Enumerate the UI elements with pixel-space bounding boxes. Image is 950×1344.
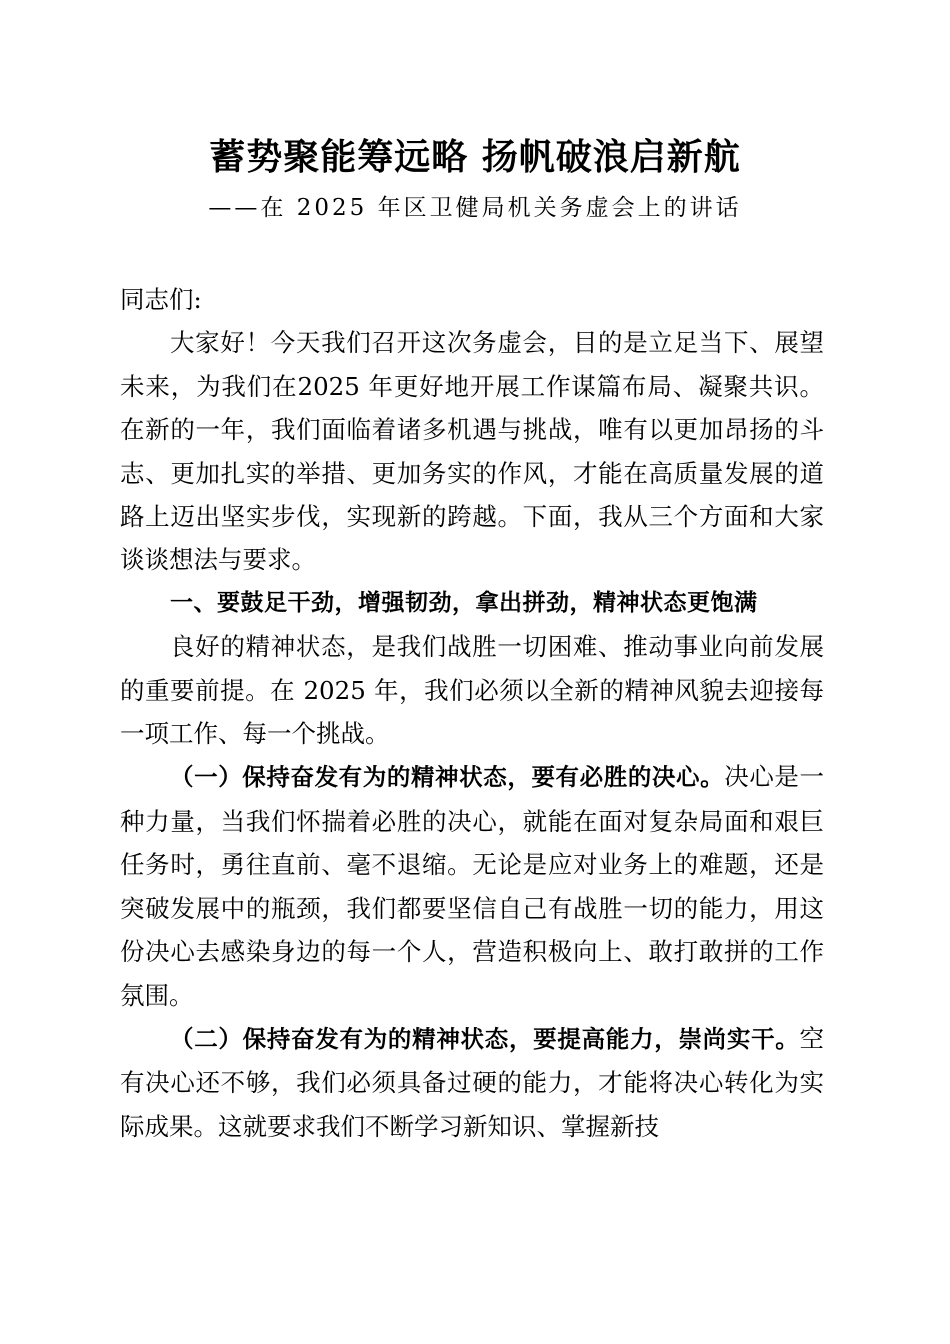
document-body <box>120 278 824 1148</box>
document-subtitle: ——在 2025 年区卫健局机关务虚会上的讲话 <box>208 195 742 221</box>
subsection-1-paragraph <box>120 755 824 1016</box>
section-1-intro: 良好的精神状态，是我们战胜一切困难、推动事业向前发展的重要前提。在 2025 年，我们必须以全新的精神风貌去迎接每一项工作、每一个挑战。 <box>120 632 824 749</box>
document-title: 蓄势聚能筹远略 扬帆破浪启新航 <box>209 136 741 178</box>
subsection-2-text: 空有决心还不够，我们必须具备过硬的能力，才能将决心转化为实际成果。这就要求我们不断学习新知识、掌握新技 <box>120 1023 824 1141</box>
opening-paragraph: 大家好！今天我们召开这次务虚会，目的是立足当下、展望未来，为我们在2025 年更好地开展工作谋篇布局、凝聚共识。在新的一年，我们面临着诸多机遇与挑战，唯有以更加昂扬的斗志、更加扎实的举措、更加务实的作风，才能在高质量发展的道路上迈出坚实步伐，实现新的跨越。下面，我从三个方面和大家谈谈想法与要求。 <box>120 328 824 575</box>
salutation: 同志们: <box>120 285 202 314</box>
subsection-2-paragraph <box>120 1017 824 1148</box>
section-heading-1: 一、要鼓足干劲，增强韧劲，拿出拼劲，精神状态更饱满 <box>170 589 758 616</box>
subsection-1-text: 决心是一种力量，当我们怀揣着必胜的决心，就能在面对复杂局面和艰巨任务时，勇往直前、毫不退缩。无论是应对业务上的难题，还是突破发展中的瓶颈，我们都要坚信自己有战胜一切的能力，用这份决心去感染身边的每一个人，营造积极向上、敢打敢拼的工作氛围。 <box>120 762 825 1010</box>
subsection-2-lead: （二）保持奋发有为的精神状态，要提高能力，崇尚实干。 <box>170 1024 800 1053</box>
subsection-1-lead: （一）保持奋发有为的精神状态，要有必胜的决心。 <box>170 763 725 792</box>
